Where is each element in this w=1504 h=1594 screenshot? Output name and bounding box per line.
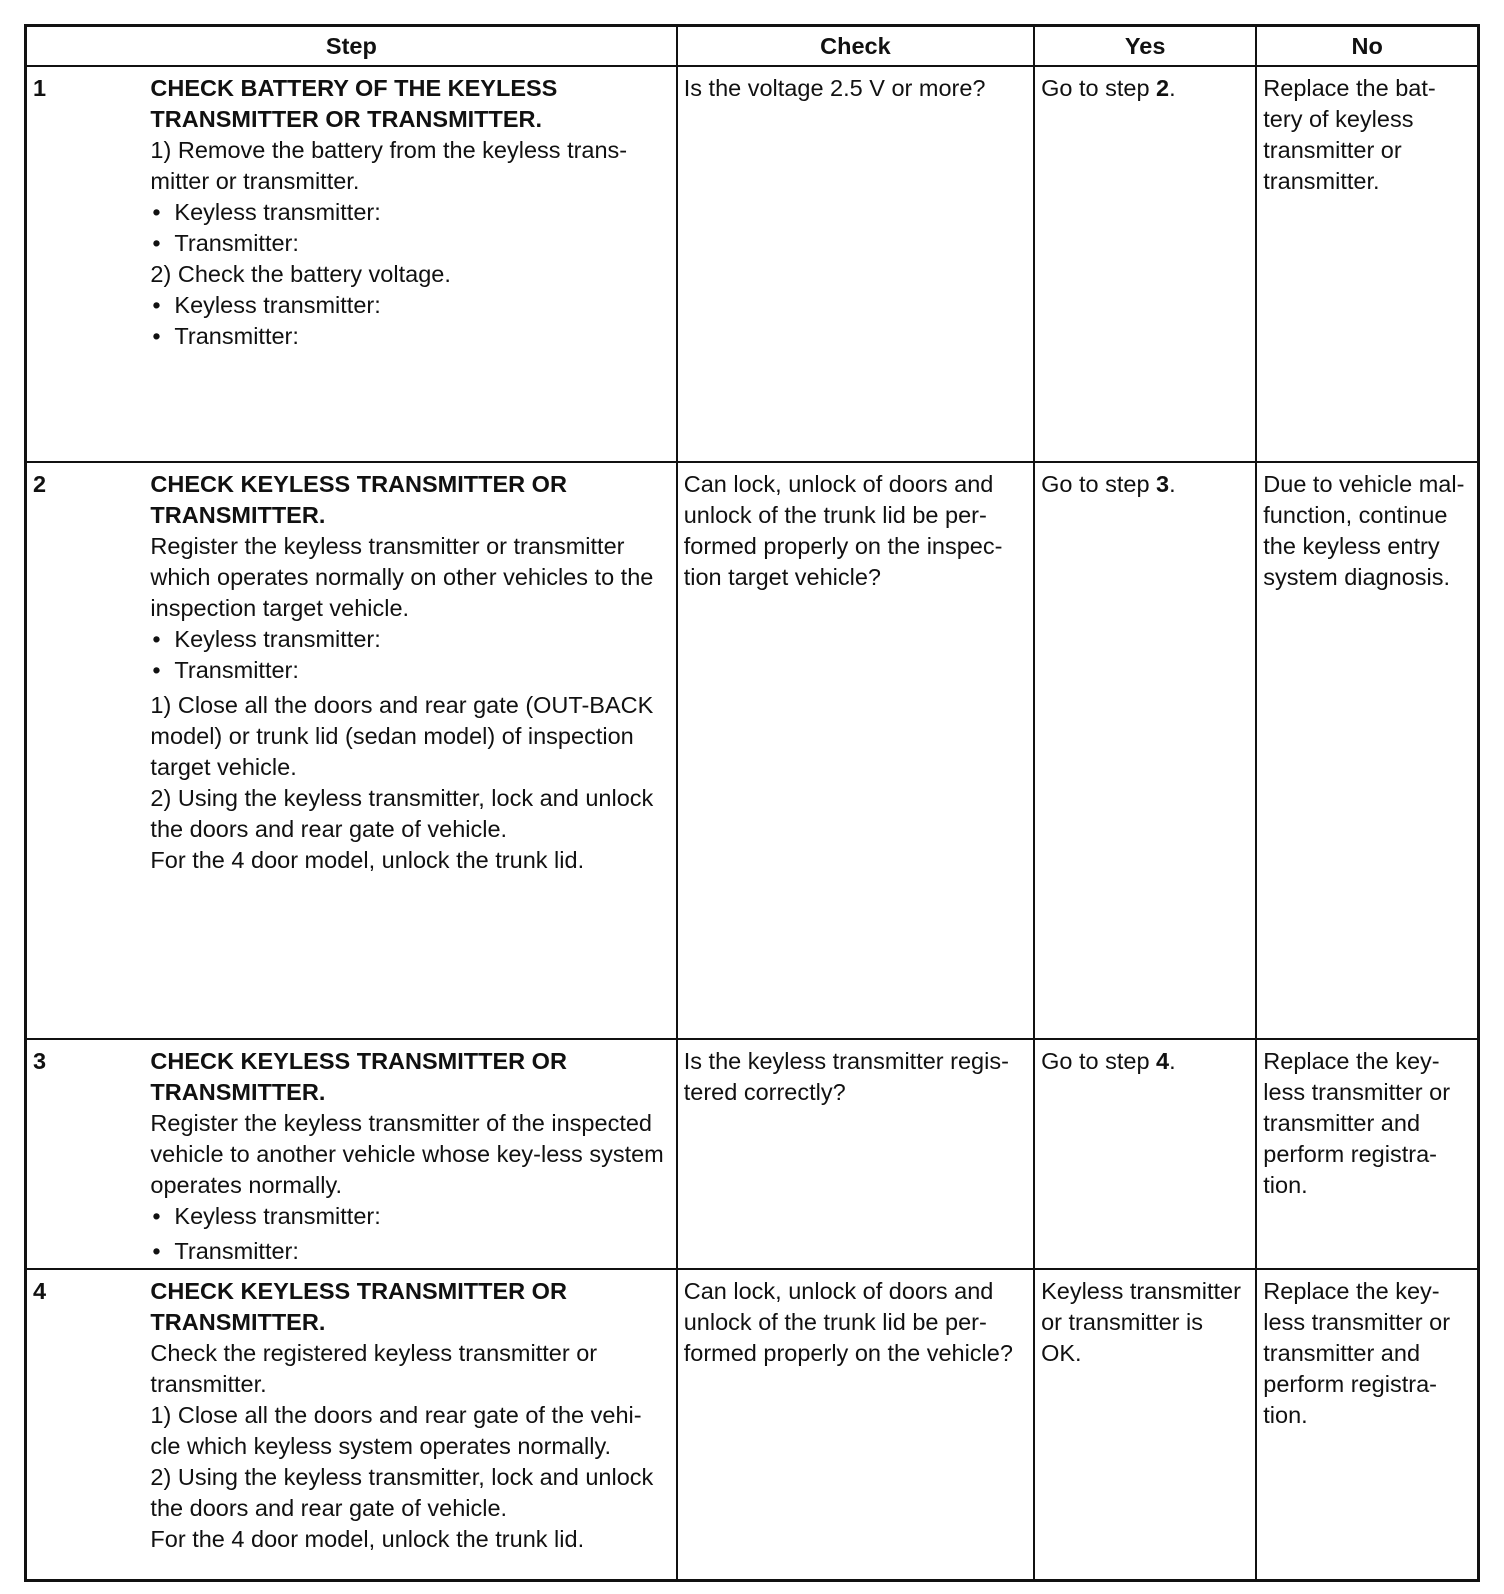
bullet-item: • Keyless transmitter: — [150, 624, 669, 655]
yes-text: Go to step — [1041, 1048, 1157, 1074]
step-title: CHECK KEYLESS TRANSMITTER OR TRANSMITTER. — [150, 471, 567, 528]
no-cell: Due to vehicle mal-function, continue the keyless entry system diagnosis. — [1256, 462, 1478, 1039]
step-title: CHECK BATTERY OF THE KEYLESS TRANSMITTER OR TRANSMITTER. — [150, 75, 558, 132]
step-line: Check the registered keyless transmitter or transmitter. — [150, 1340, 598, 1397]
step-content — [150, 66, 676, 462]
step-line: 1) Close all the doors and rear gate of the vehi-cle which keyless system operates normally. — [150, 1402, 642, 1459]
table-row — [26, 462, 1479, 1039]
check-cell: Can lock, unlock of doors and unlock of the trunk lid be per-formed properly on the inspec-tion target vehicle? — [677, 462, 1034, 1039]
step-line: Register the keyless transmitter of the inspected vehicle to another vehicle whose key-less system operates normally. — [150, 1110, 664, 1198]
step-line: 2) Check the battery voltage. — [150, 261, 451, 287]
header-yes: Yes — [1034, 26, 1256, 67]
step-title: CHECK KEYLESS TRANSMITTER OR TRANSMITTER. — [150, 1048, 567, 1105]
header-step: Step — [26, 26, 677, 67]
bullet-item: • Keyless transmitter: — [150, 197, 669, 228]
bullet-item: • Keyless transmitter: — [150, 1201, 669, 1232]
step-line: 2) Using the keyless transmitter, lock and unlock the doors and rear gate of vehicle. — [150, 1464, 654, 1521]
table-row — [26, 1269, 1479, 1581]
no-cell: Replace the key-less transmitter or transmitter and perform registra-tion. — [1256, 1269, 1478, 1581]
step-line: For the 4 door model, unlock the trunk lid. — [150, 847, 585, 873]
header-row — [26, 26, 1479, 67]
yes-suffix: . — [1169, 75, 1176, 101]
no-cell: Replace the key-less transmitter or transmitter and perform registra-tion. — [1256, 1039, 1478, 1269]
yes-text: Go to step — [1041, 471, 1157, 497]
yes-cell — [1034, 462, 1256, 1039]
step-number: 3 — [26, 1039, 151, 1269]
bullet-item: • Transmitter: — [150, 228, 669, 259]
check-cell: Is the voltage 2.5 V or more? — [677, 66, 1034, 462]
check-cell: Is the keyless transmitter regis-tered correctly? — [677, 1039, 1034, 1269]
no-cell: Replace the bat-tery of keyless transmitter or transmitter. — [1256, 66, 1478, 462]
diagnosis-table — [24, 24, 1480, 1582]
table-row — [26, 1039, 1479, 1269]
step-content — [150, 1269, 676, 1581]
check-cell: Can lock, unlock of doors and unlock of the trunk lid be per-formed properly on the vehicle? — [677, 1269, 1034, 1581]
step-content — [150, 1039, 676, 1269]
yes-step-number: 3 — [1156, 471, 1170, 497]
header-no: No — [1256, 26, 1478, 67]
yes-cell: Keyless transmitter or transmitter is OK. — [1034, 1269, 1256, 1581]
yes-suffix: . — [1169, 1048, 1176, 1074]
yes-step-number: 4 — [1156, 1048, 1170, 1074]
step-line: 1) Remove the battery from the keyless trans-mitter or transmitter. — [150, 137, 628, 194]
step-number: 2 — [26, 462, 151, 1039]
yes-step-number: 2 — [1156, 75, 1170, 101]
step-number: 4 — [26, 1269, 151, 1581]
bullet-item: • Keyless transmitter: — [150, 290, 669, 321]
step-line: 1) Close all the doors and rear gate (OUT-BACK model) or trunk lid (sedan model) of inspection target vehicle. — [150, 692, 654, 780]
step-line: 2) Using the keyless transmitter, lock and unlock the doors and rear gate of vehicle. — [150, 785, 654, 842]
table-row — [26, 66, 1479, 462]
bullet-item: • Transmitter: — [150, 1236, 669, 1267]
yes-suffix: . — [1169, 471, 1176, 497]
header-check: Check — [677, 26, 1034, 67]
step-line: Register the keyless transmitter or transmitter which operates normally on other vehicles to the inspection target vehicle. — [150, 533, 654, 621]
step-line: For the 4 door model, unlock the trunk lid. — [150, 1526, 585, 1552]
bullet-item: • Transmitter: — [150, 655, 669, 686]
step-title: CHECK KEYLESS TRANSMITTER OR TRANSMITTER. — [150, 1278, 567, 1335]
yes-cell — [1034, 66, 1256, 462]
yes-cell — [1034, 1039, 1256, 1269]
step-content — [150, 462, 676, 1039]
yes-text: Go to step — [1041, 75, 1157, 101]
step-number: 1 — [26, 66, 151, 462]
bullet-item: • Transmitter: — [150, 321, 669, 352]
